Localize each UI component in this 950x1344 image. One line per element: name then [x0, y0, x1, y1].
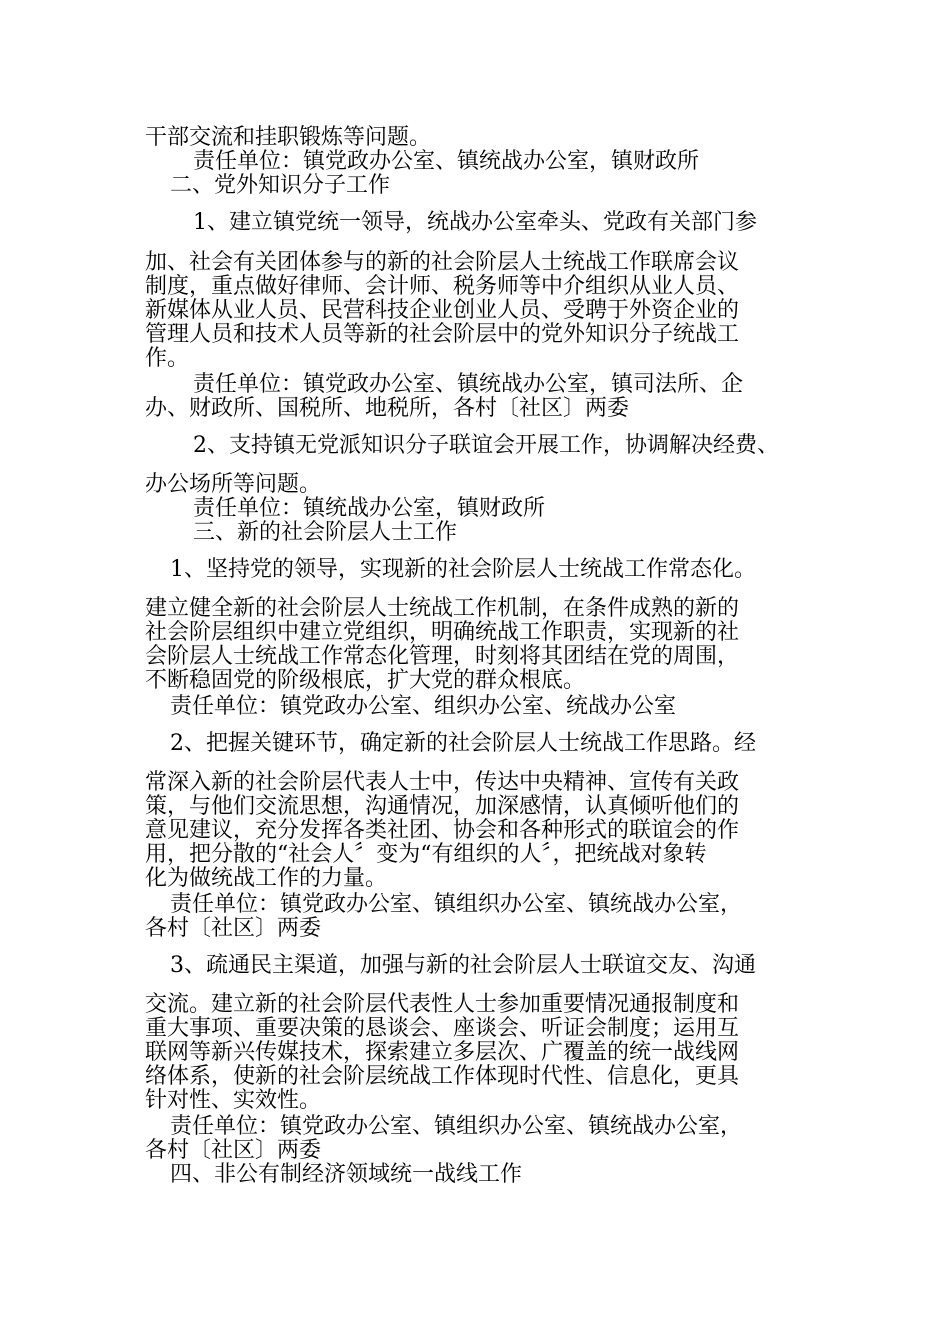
text-line: 各村〔社区〕两委 — [145, 1138, 322, 1163]
text-line: 2、支持镇无党派知识分子联谊会开展工作，协调解决经费、 — [193, 433, 779, 458]
text-line: 用，把分散的“社会人〞变为“有组织的人〞，把统战对象转 — [145, 842, 707, 867]
text-line: 常深入新的社会阶层代表人士中，传达中央精神、宣传有关政 — [145, 770, 740, 795]
text-line: 干部交流和挂职锻炼等问题。 — [145, 125, 432, 150]
text-line: 1、建立镇党统一领导，统战办公室牵头、党政有关部门参 — [193, 210, 757, 235]
text-line: 针对性、实效性。 — [145, 1088, 322, 1113]
text-line: 交流。建立新的社会阶层代表性人士参加重要情况通报制度和 — [145, 992, 740, 1017]
text-line: 制度，重点做好律师、会计师、税务师等中介组织从业人员、 — [145, 274, 740, 299]
text-line: 2、把握关键环节，确定新的社会阶层人士统战工作思路。经 — [170, 731, 756, 756]
text-line: 责任单位：镇党政办公室、镇组织办公室、镇统战办公室， — [170, 1114, 743, 1139]
section-heading: 三、新的社会阶层人士工作 — [193, 520, 458, 545]
text-line: 管理人员和技术人员等新的社会阶层中的党外知识分子统战工 — [145, 322, 740, 347]
section-heading: 二、党外知识分子工作 — [170, 173, 391, 198]
text-line: 络体系，使新的社会阶层统战工作体现时代性、信息化，更具 — [145, 1064, 740, 1089]
text-line: 策，与他们交流思想，沟通情况，加深感情，认真倾听他们的 — [145, 794, 740, 819]
text-line: 新媒体从业人员、民营科技企业创业人员、受聘于外资企业的 — [145, 298, 740, 323]
text-line: 建立健全新的社会阶层人士统战工作机制，在条件成熟的新的 — [145, 596, 740, 621]
section-heading: 四、非公有制经济领域统一战线工作 — [170, 1162, 523, 1187]
text-line: 责任单位：镇党政办公室、镇统战办公室，镇司法所、企 — [193, 372, 744, 397]
text-line: 责任单位：镇党政办公室、镇组织办公室、镇统战办公室， — [170, 892, 743, 917]
text-line: 联网等新兴传媒技术，探索建立多层次、广覆盖的统一战线网 — [145, 1040, 740, 1065]
text-line: 作。 — [145, 346, 190, 371]
text-line: 办公场所等问题。 — [145, 472, 322, 497]
text-line: 责任单位：镇党政办公室、镇统战办公室，镇财政所 — [193, 149, 700, 174]
text-line: 化为做统战工作的力量。 — [145, 866, 388, 891]
text-line: 责任单位：镇统战办公室，镇财政所 — [193, 496, 546, 521]
text-line: 重大事项、重要决策的恳谈会、座谈会、听证会制度；运用互 — [145, 1016, 740, 1041]
text-line: 不断稳固党的阶级根底，扩大党的群众根底。 — [145, 668, 586, 693]
text-line: 办、财政所、国税所、地税所，各村〔社区〕两委 — [145, 396, 630, 421]
text-line: 加、社会有关团体参与的新的社会阶层人士统战工作联席会议 — [145, 250, 740, 275]
text-line: 社会阶层组织中建立党组织，明确统战工作职责，实现新的社 — [145, 620, 740, 645]
text-line: 意见建议，充分发挥各类社团、协会和各种形式的联谊会的作 — [145, 818, 740, 843]
text-line: 会阶层人士统战工作常态化管理，时刻将其团结在党的周围， — [145, 644, 740, 669]
text-line: 各村〔社区〕两委 — [145, 916, 322, 941]
text-line: 责任单位：镇党政办公室、组织办公室、统战办公室 — [170, 694, 677, 719]
text-line: 3、疏通民主渠道，加强与新的社会阶层人士联谊交友、沟通 — [170, 953, 756, 978]
text-line: 1、坚持党的领导，实现新的社会阶层人士统战工作常态化。 — [170, 557, 756, 582]
